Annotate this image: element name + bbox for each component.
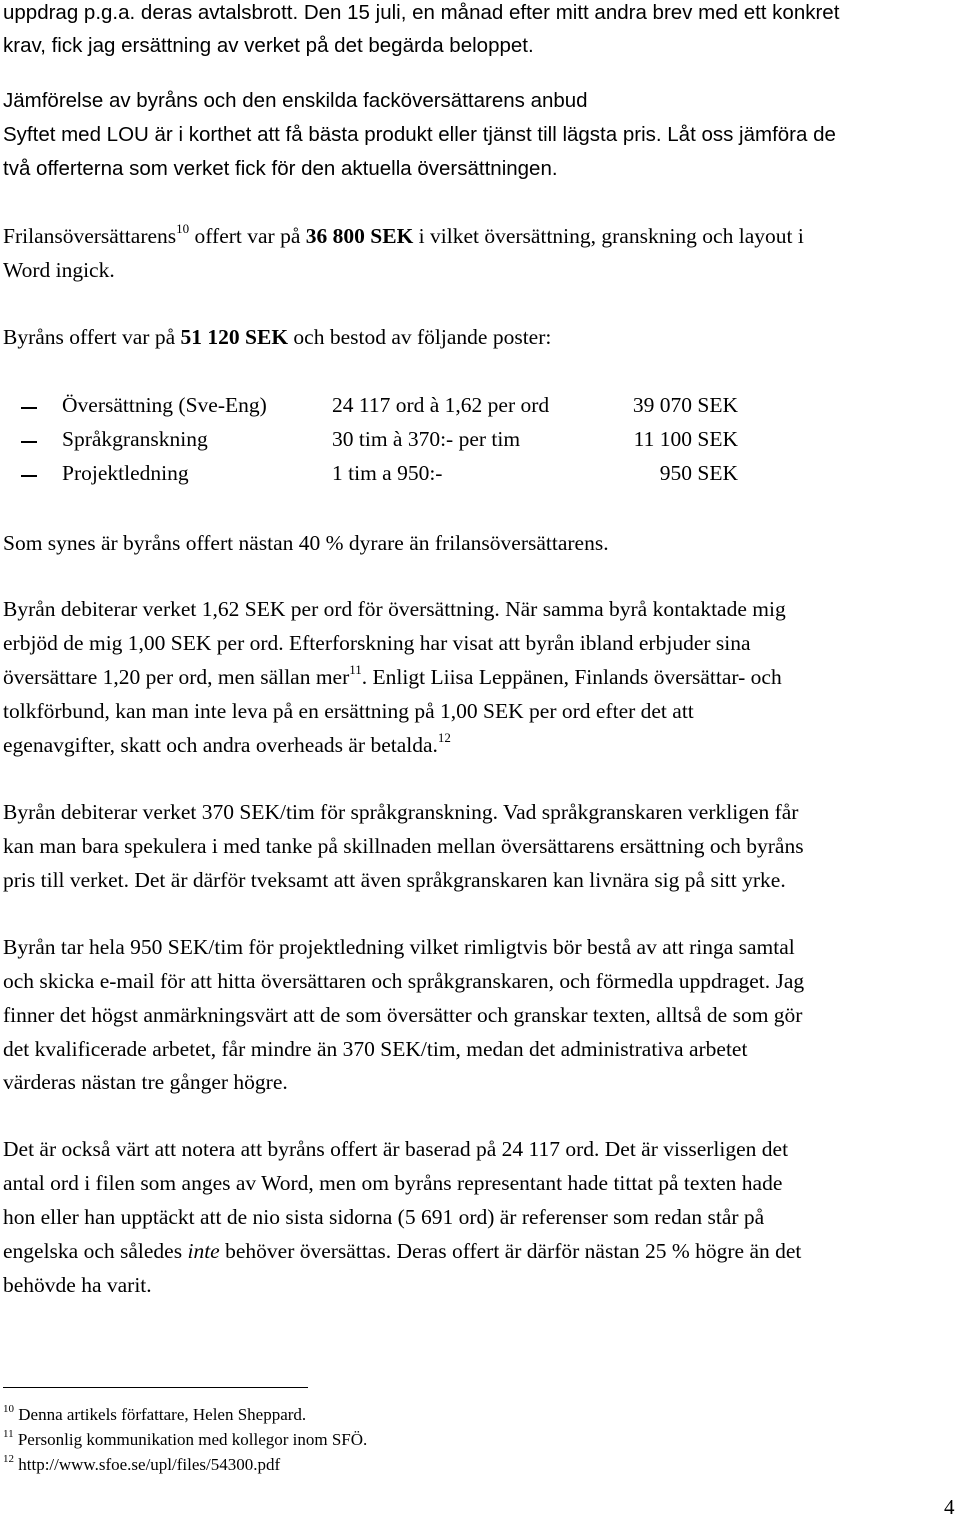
page-number: 4 [944, 1495, 955, 1519]
comparison-line-2: två offerterna som verket fick för den aktuella översättningen. [3, 157, 558, 180]
word-count-line-3: hon eller han upptäckt att de nio sista sidorna (5 691 ord) är referenser som redan står på [3, 1205, 765, 1229]
agency-offer-lead: Byråns offert var på [3, 325, 181, 349]
comparison-line-1: Syftet med LOU är i korthet att få bästa produkt eller tjänst till lägsta pris. Låt oss jämföra de [3, 123, 836, 146]
cost-item-total: 950 SEK [659, 461, 738, 485]
proofreading-line-2: kan man bara spekulera i med tanke på skillnaden mellan översättarens ersättning och byråns [3, 834, 804, 858]
intro-line-1: uppdrag p.g.a. deras avtalsbrott. Den 15 juli, en månad efter mitt andra brev med ett konkret [3, 1, 840, 24]
per-word-line-3-lead: översättare 1,20 per ord, men sällan mer [3, 665, 350, 689]
list-dash [21, 475, 37, 477]
cost-item-detail: 30 tim à 370:- per tim [332, 427, 521, 451]
per-word-line-3-rest: . Enligt Liisa Leppänen, Finlands översättar- och [361, 665, 782, 689]
freelancer-offer-rest: i vilket översättning, granskning och layout i [413, 224, 804, 248]
cost-item-detail: 1 tim a 950:- [332, 461, 443, 485]
freelancer-offer-line-2: Word ingick. [3, 258, 115, 282]
project-mgmt-line-3: finner det högst anmärkningsvärt att de som översätter och granskar texten, alltså de som gör [3, 1003, 803, 1027]
freelancer-offer-line-1 [3, 221, 804, 248]
list-dash [21, 407, 37, 409]
per-word-line-4: tolkförbund, kan man inte leva på en ersättning på 1,00 SEK per ord efter det att [3, 699, 694, 723]
project-mgmt-line-5: värderas nästan tre gånger högre. [3, 1070, 288, 1094]
cost-item-name: Språkgranskning [62, 427, 208, 451]
intro-line-2: krav, fick jag ersättning av verket på det begärda beloppet. [3, 34, 534, 57]
footnote-11 [3, 1428, 368, 1449]
word-count-line-2: antal ord i filen som anges av Word, men om byråns representant hade tittat på texten hade [3, 1171, 783, 1195]
footnote-number: 10 [3, 1403, 14, 1415]
freelancer-offer-amount: 36 800 SEK [305, 224, 414, 248]
word-count-line-4 [3, 1241, 801, 1263]
footnote-text: Personlig kommunikation med kollegor inom SFÖ. [13, 1430, 368, 1449]
freelancer-offer-text: offert var på [189, 224, 306, 248]
word-count-line-1: Det är också värt att notera att byråns offert är baserad på 24 117 ord. Det är visserligen det [3, 1137, 789, 1161]
emphasis-inte: inte [187, 1239, 220, 1263]
agency-offer-amount: 51 120 SEK [180, 325, 289, 349]
word-count-line-4-lead: engelska och således [3, 1239, 188, 1263]
footnote-number: 11 [3, 1428, 14, 1440]
cost-item-total: 11 100 SEK [633, 427, 738, 451]
cost-item-total: 39 070 SEK [632, 393, 738, 417]
cost-item-detail: 24 117 ord à 1,62 per ord [332, 393, 550, 417]
footnote-10 [3, 1403, 307, 1424]
footnote-number: 12 [3, 1453, 14, 1465]
per-word-line-5-text: egenavgifter, skatt och andra overheads är betalda. [3, 733, 438, 757]
word-count-line-5: behövde ha varit. [3, 1273, 152, 1297]
proofreading-line-1: Byrån debiterar verket 370 SEK/tim för språkgranskning. Vad språkgranskaren verkligen får [3, 800, 799, 824]
footnote-text: Denna artikels författare, Helen Sheppard. [14, 1405, 307, 1424]
per-word-line-2: erbjöd de mig 1,00 SEK per ord. Efterforskning har visat att byrån ibland erbjuder sina [3, 631, 751, 655]
agency-offer-line [3, 327, 551, 349]
conclusion-line: Som synes är byråns offert nästan 40 % dyrare än frilansöversättarens. [3, 531, 609, 555]
freelancer-offer-lead: Frilansöversättarens [3, 224, 177, 248]
proofreading-line-3: pris till verket. Det är därför tveksamt att även språkgranskaren kan livnära sig på sitt yrke. [3, 868, 786, 892]
per-word-line-5 [3, 730, 451, 757]
per-word-line-3 [3, 662, 782, 689]
cost-item-name: Projektledning [62, 461, 189, 485]
agency-offer-rest: och bestod av följande poster: [288, 325, 552, 349]
footnote-text: http://www.sfoe.se/upl/files/54300.pdf [14, 1455, 281, 1474]
footnote-ref-10: 10 [176, 221, 190, 236]
footnote-ref-12: 12 [437, 730, 451, 745]
project-mgmt-line-2: och skicka e-mail för att hitta översättaren och språkgranskaren, och förmedla uppdraget. Jag [3, 969, 805, 993]
footnote-ref-11: 11 [349, 662, 362, 677]
footnote-separator [3, 1387, 308, 1388]
project-mgmt-line-1: Byrån tar hela 950 SEK/tim för projektledning vilket rimligtvis bör bestå av att ringa samtal [3, 935, 795, 959]
per-word-line-1: Byrån debiterar verket 1,62 SEK per ord för översättning. När samma byrå kontaktade mig [3, 597, 786, 621]
list-dash [21, 441, 37, 443]
project-mgmt-line-4: det kvalificerade arbetet, får mindre än 370 SEK/tim, medan det administrativa arbetet [3, 1037, 748, 1061]
section-heading: Jämförelse av byråns och den enskilda facköversättarens anbud [3, 89, 588, 112]
footnote-12 [3, 1453, 281, 1474]
cost-item-name: Översättning (Sve-Eng) [62, 393, 267, 417]
word-count-line-4-rest: behöver översättas. Deras offert är därför nästan 25 % högre än det [219, 1239, 802, 1263]
